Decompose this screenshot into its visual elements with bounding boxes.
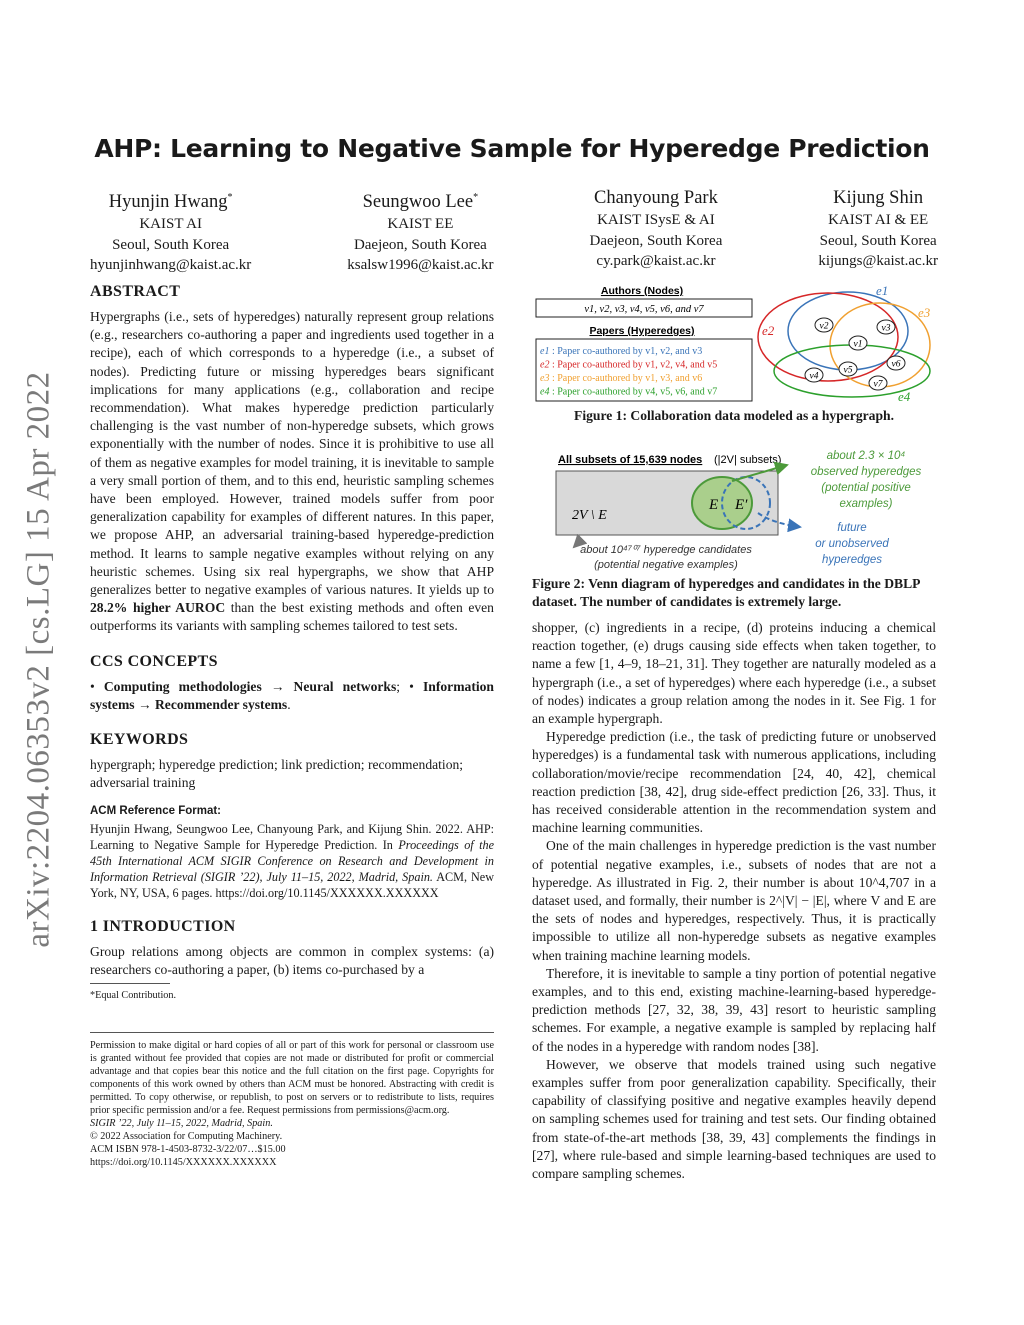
equal-contribution-mark: * xyxy=(473,192,479,203)
author-2 xyxy=(347,186,493,276)
hyperedge-line-e1: e1 : Paper co-authored by v1, v2, and v3 xyxy=(540,346,703,357)
node-v6-label: v6 xyxy=(891,359,901,370)
keywords-text: hypergraph; hyperedge prediction; link prediction; recommendation; adversarial training xyxy=(90,757,464,791)
ccs-heading: CCS CONCEPTS xyxy=(90,652,218,670)
permission-notice xyxy=(90,1032,494,1169)
venn-diagram xyxy=(532,447,936,573)
paragraph-5: However, we observe that models trained using such negative examples suffer from poor generalization capability. Specifically, their capability of classifying positive and negative examples heavily depend on sampling schemes used for training and test sets. Our finding obtained from state-of-the-art methods [38, 39, 43] complements the findings in [27], where rule-based and simple learning-based techniques are used to compare sampling schemes. xyxy=(532,1056,936,1182)
subsets-header: All subsets of 15,639 nodes xyxy=(558,454,703,466)
node-v3-label: v3 xyxy=(881,323,891,334)
candidates-note-1: about 10⁴⁷⁰⁷ hyperedge candidates xyxy=(580,544,752,556)
paragraph-4: Therefore, it is inevitable to sample a tiny portion of potential negative examples, and to this end, existing machine-learning-based hyperedge-prediction methods [27, 32, 38, 39, 43] resort to heuristic sampling schemes. For example, a negative example is sampled by replacing half of the nodes in a hyperedge with random nodes [38]. xyxy=(532,965,936,1054)
abstract-heading: ABSTRACT xyxy=(90,283,181,300)
isbn-line: ACM ISBN 978-1-4503-8732-3/22/07…$15.00 xyxy=(90,1144,286,1155)
acm-reference-heading: ACM Reference Format: xyxy=(90,805,221,818)
papers-header: Papers (Hyperedges) xyxy=(589,325,695,337)
author-3 xyxy=(589,186,722,276)
figure-1-caption: Figure 1: Collaboration data modeled as a hypergraph. xyxy=(574,408,894,423)
node-v7-label: v7 xyxy=(873,379,883,390)
authors-list: v1, v2, v3, v4, v5, v6, and v7 xyxy=(584,304,704,315)
author-affiliation: KAIST AI & EE xyxy=(828,212,929,228)
e4-label: e4 xyxy=(898,389,911,403)
author-1 xyxy=(90,186,251,276)
author-name: Seungwoo Lee xyxy=(362,192,474,213)
future-note-3: hyperedges xyxy=(821,554,883,566)
future-note-2: or unobserved xyxy=(815,538,889,550)
author-location: Daejeon, South Korea xyxy=(353,236,487,253)
e3-label: e3 xyxy=(918,305,931,320)
positive-note-2: observed hyperedges xyxy=(810,466,922,478)
arxiv-stamp xyxy=(14,345,64,973)
figure-1 xyxy=(532,283,936,423)
introduction-text: Group relations among objects are common in complex systems: (a) researchers co-authoring a paper, (b) items co-purchased by a xyxy=(90,943,494,977)
permission-text: Permission to make digital or hard copies of all or part of this work for personal or classroom use is granted without fee provided that copies are not made or distributed for profit or commercial advantage and that copies bear this notice and the full citation on the first page. Copyrights for components of this work owned by others than ACM must be honored. Abstracting with credit is permitted. To copy otherwise, or republish, to post on servers or to redistribute to lists, requires prior specific permission and/or a fee. Request permissions from permissions@acm.org. xyxy=(90,1040,494,1116)
author-block xyxy=(90,186,938,276)
author-affiliation: KAIST AI xyxy=(139,216,202,233)
candidates-note-2: (potential negative examples) xyxy=(594,559,738,571)
node-v2-label: v2 xyxy=(819,321,829,332)
abstract-text: Hypergraphs (i.e., sets of hyperedges) naturally represent group relations (e.g., researchers co-authoring a paper and ingredients used together in a recipe), each of which corresponds to a hyperedge (i.e., a subset of nodes). Predicting future or missing hyperedges bears significant implications for many applications (e.g., collaboration and recipe recommendation). What makes hyperedge prediction particularly challenging is the vast number of non-hyperedge subsets, which grows exponentially with the number of nodes. Since it is prohibitive to use all of them as negative examples for model training, it is inevitable to sample a very small portion of them, and to this end, heuristic sampling schemes have been employed. However, trained models suffer from poor generalization capability for examples of different natures. In this paper, we propose AHP, an adversarial training-based hyperedge-prediction method. It learns to sample negative examples without relying on any heuristic schemes. Using six real hypergraphs, we show that AHP generalizes better to negative examples of various natures. It yields up to 28.2% higher AUROC than the best existing methods and often even outperforms its variants with sampling schemes tailored to test sets. xyxy=(90,309,494,634)
author-name: Hyunjin Hwang xyxy=(108,192,228,213)
author-name: Kijung Shin xyxy=(833,188,924,208)
author-email[interactable]: kijungs@kaist.ac.kr xyxy=(818,253,938,269)
figure-2 xyxy=(532,447,936,612)
author-location: Seoul, South Korea xyxy=(819,232,937,249)
doi-line[interactable]: https://doi.org/10.1145/XXXXXX.XXXXXX xyxy=(90,1157,277,1168)
right-column xyxy=(532,619,936,1183)
introduction-heading: 1 INTRODUCTION xyxy=(90,917,236,935)
paper-title: AHP: Learning to Negative Sample for Hyperedge Prediction xyxy=(94,134,930,163)
author-email[interactable]: hyunjinhwang@kaist.ac.kr xyxy=(90,257,252,274)
universe-label: 2V \ E xyxy=(572,508,607,523)
equal-contribution-mark: * xyxy=(227,192,233,203)
acm-reference-text: Hyunjin Hwang, Seungwoo Lee, Chanyoung Park, and Kijung Shin. 2022. AHP: Learning to Negative Sample for Hyperedge Prediction. In Proceedings of the 45th International ACM SIGIR Conference on Research and Development in Information Retrieval (SIGIR ’22), July 11–15, 2022, Madrid, Spain. ACM, New York, NY, USA, 6 pages. https://doi.org/10.1145/XXXXXX.XXXXXX xyxy=(90,821,495,900)
positive-note-1: about 2.3 × 10⁴ xyxy=(826,450,906,462)
authors-header: Authors (Nodes) xyxy=(600,285,684,297)
arxiv-id: arXiv:2204.06353v2 [cs.LG] 15 Apr 2022 xyxy=(20,370,57,948)
figure-2-caption: Figure 2: Venn diagram of hyperedges and candidates in the DBLP dataset. The number of candidates is extremely large. xyxy=(532,576,920,609)
e2-label: e2 xyxy=(762,323,775,338)
node-v1-label: v1 xyxy=(853,339,863,350)
author-location: Daejeon, South Korea xyxy=(589,232,723,249)
e1-label: e1 xyxy=(876,283,889,298)
paragraph-2: Hyperedge prediction (i.e., the task of predicting future or unobserved hyperedges) is a fundamental task with numerous applications, including collaboration/movie/recipe recommendation [24, 40, 42], chemical reaction prediction [38, 42], drug side-effect prediction [26, 33]. Thus, it has received considerable attention in the recommendation system and machine learning communities. xyxy=(532,729,936,836)
hyperedge-line-e2: e2 : Paper co-authored by v1, v2, v4, and v5 xyxy=(540,359,718,371)
e-label: E xyxy=(709,497,719,513)
node-v4-label: v4 xyxy=(809,371,819,382)
future-note-1: future xyxy=(837,522,867,534)
positive-note-4: examples) xyxy=(839,498,893,510)
author-email[interactable]: ksalsw1996@kaist.ac.kr xyxy=(347,257,494,274)
conference-line: SIGIR ’22, July 11–15, 2022, Madrid, Spain. xyxy=(90,1118,273,1129)
copyright-line: © 2022 Association for Computing Machinery. xyxy=(90,1131,283,1142)
hypergraph-illustration xyxy=(532,283,936,403)
author-affiliation: KAIST EE xyxy=(387,216,454,233)
author-location: Seoul, South Korea xyxy=(112,236,230,253)
paragraph-3: One of the main challenges in hyperedge prediction is the vast number of potential negative examples, i.e., subsets of nodes that are not a hyperedge. As illustrated in Fig. 2, their number is about 10^4,707 in a dataset used, and formally, their number is 2^|V| − |E|, where V and E are the sets of nodes and hyperedges, respectively. Thus, it is practically impossible to utilize all non-hyperedge subsets as negative examples when training machine learning models. xyxy=(532,838,936,963)
ccs-concepts: • Computing methodologies → Neural networks; • Information systems → Recommender systems. xyxy=(90,678,494,712)
author-4 xyxy=(818,186,938,276)
footnote: *Equal Contribution. xyxy=(90,983,170,1005)
hyperedge-line-e3: e3 : Paper co-authored by v1, v3, and v6 xyxy=(540,373,703,384)
author-name: Chanyoung Park xyxy=(594,188,718,208)
eprime-label: E′ xyxy=(735,497,748,513)
left-column xyxy=(90,282,494,1005)
keywords-heading: KEYWORDS xyxy=(90,731,189,749)
author-email[interactable]: cy.park@kaist.ac.kr xyxy=(596,253,716,269)
node-v5-label: v5 xyxy=(843,365,853,376)
paragraph-1: shopper, (c) ingredients in a recipe, (d) proteins inducing a chemical reaction together, (e) drugs causing side effects when taken together, to name a few [1, 4–9, 18–21, 31]. They together are naturally modeled as a hypergraph (i.e., a set of hyperedges) where each hyperedge (i.e., a subset of nodes) indicates a group relation among the nodes in it. See Fig. 1 for an example hypergraph. xyxy=(532,620,936,727)
author-affiliation: KAIST ISysE & AI xyxy=(597,212,715,228)
hyperedge-line-e4: e4 : Paper co-authored by v4, v5, v6, and v7 xyxy=(540,386,718,398)
subsets-count: (|2V| subsets) xyxy=(714,454,782,466)
positive-note-3: (potential positive xyxy=(821,482,911,494)
